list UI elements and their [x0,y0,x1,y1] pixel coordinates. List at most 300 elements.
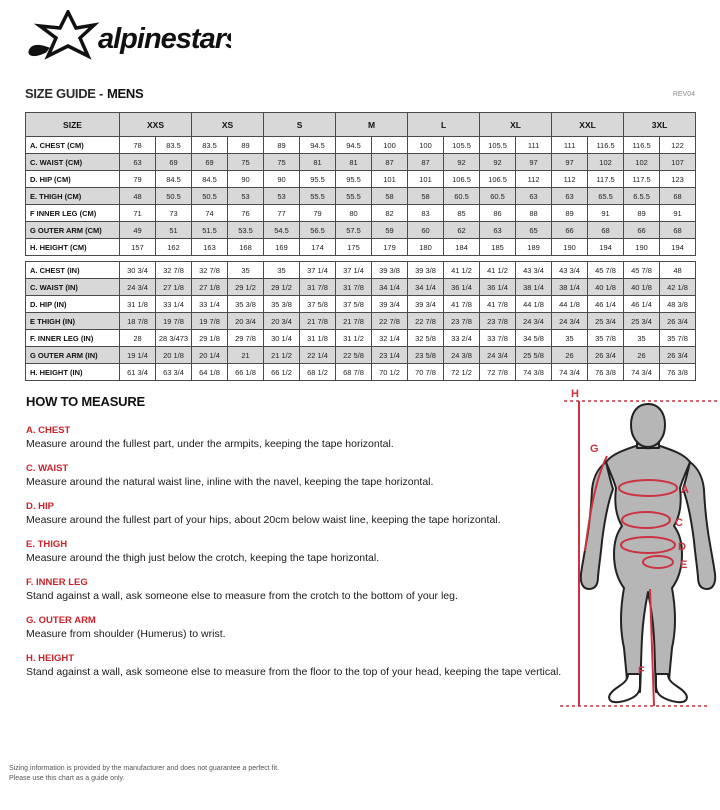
size-value-cell: 66 1/8 [228,364,264,381]
size-value-cell: 46 1/4 [588,296,624,313]
size-value-cell: 74 [192,205,228,222]
size-value-cell: 22 7/8 [372,313,408,330]
size-value-cell: 190 [624,239,660,256]
size-value-cell: 23 5/8 [408,347,444,364]
size-value-cell: 21 7/8 [300,313,336,330]
row-label: G OUTER ARM (IN) [26,347,120,364]
size-value-cell: 100 [372,137,408,154]
size-value-cell: 34 5/8 [516,330,552,347]
size-value-cell: 24 3/4 [480,347,516,364]
size-value-cell: 48 [120,188,156,205]
size-value-cell: 24 3/4 [516,313,552,330]
size-value-cell: 89 [552,205,588,222]
body-silhouette-illustration [552,386,720,716]
size-value-cell: 26 3/4 [588,347,624,364]
size-value-cell: 26 3/4 [660,347,696,364]
size-value-cell: 63 [120,154,156,171]
size-value-cell: 35 [264,262,300,279]
row-label: F. INNER LEG (IN) [26,330,120,347]
size-value-cell: 51 [156,222,192,239]
table-row [26,222,696,239]
table-row [26,279,696,296]
size-value-cell: 22 1/4 [300,347,336,364]
size-value-cell: 23 7/8 [444,313,480,330]
size-value-cell: 107 [660,154,696,171]
size-value-cell: 74 3/4 [552,364,588,381]
size-value-cell: 39 3/8 [372,262,408,279]
size-value-cell: 84.5 [192,171,228,188]
size-value-cell: 80 [336,205,372,222]
size-value-cell: 97 [552,154,588,171]
size-value-cell: 81 [300,154,336,171]
measure-item-label: F. INNER LEG [26,577,88,588]
size-value-cell: 24 3/4 [120,279,156,296]
size-value-cell: 76 3/8 [660,364,696,381]
size-value-cell: 39 3/4 [372,296,408,313]
size-column-xxl: XXL [552,113,624,137]
size-value-cell: 26 [552,347,588,364]
row-label: F INNER LEG (CM) [26,205,120,222]
size-value-cell: 53.5 [228,222,264,239]
revision-label: REV04 [672,91,695,98]
table-row [26,296,696,313]
size-value-cell: 43 3/4 [516,262,552,279]
size-value-cell: 58 [408,188,444,205]
size-header-row [26,113,696,137]
row-label: C. WAIST (IN) [26,279,120,296]
size-column-xl: XL [480,113,552,137]
size-value-cell: 89 [624,205,660,222]
size-value-cell: 100 [408,137,444,154]
size-value-cell: 111 [516,137,552,154]
size-value-cell: 30 3/4 [120,262,156,279]
measure-item-label: C. WAIST [26,463,69,474]
size-value-cell: 105.5 [444,137,480,154]
size-value-cell: 74 3/8 [516,364,552,381]
row-label: A. CHEST (IN) [26,262,120,279]
size-value-cell: 75 [264,154,300,171]
size-value-cell: 50.5 [156,188,192,205]
size-value-cell: 41 7/8 [480,296,516,313]
row-label: G OUTER ARM (CM) [26,222,120,239]
how-to-measure-section [26,394,566,691]
size-value-cell: 40 1/8 [624,279,660,296]
size-table-in [25,261,696,381]
size-value-cell: 27 1/8 [156,279,192,296]
measure-item-g-outer-arm [26,615,566,640]
size-value-cell: 55.5 [336,188,372,205]
size-value-cell: 73 [156,205,192,222]
size-value-cell: 117.5 [588,171,624,188]
size-value-cell: 66 [552,222,588,239]
size-value-cell: 106.5 [444,171,480,188]
size-value-cell: 89 [228,137,264,154]
size-value-cell: 35 7/8 [588,330,624,347]
table-row [26,171,696,188]
size-value-cell: 78 [120,137,156,154]
size-value-cell: 41 1/2 [444,262,480,279]
size-tables [25,112,695,381]
size-value-cell: 45 7/8 [624,262,660,279]
size-value-cell: 95.5 [336,171,372,188]
size-value-cell: 85 [444,205,480,222]
size-value-cell: 86 [480,205,516,222]
size-value-cell: 29 7/8 [228,330,264,347]
size-value-cell: 40 1/8 [588,279,624,296]
row-label: A. CHEST (CM) [26,137,120,154]
size-value-cell: 63 [552,188,588,205]
size-value-cell: 66 [624,222,660,239]
size-value-cell: 32 5/8 [408,330,444,347]
size-value-cell: 32 7/8 [156,262,192,279]
size-value-cell: 185 [480,239,516,256]
size-value-cell: 25 3/4 [588,313,624,330]
page-title [25,86,695,101]
size-value-cell: 31 7/8 [300,279,336,296]
table-row [26,262,696,279]
figure-label-d: D [678,541,686,553]
figure-label-f: F [638,665,645,677]
size-value-cell: 56.5 [300,222,336,239]
size-value-cell: 28 [120,330,156,347]
size-value-cell: 18 7/8 [120,313,156,330]
measure-item-label: E. THIGH [26,539,68,550]
size-value-cell: 83 [408,205,444,222]
size-value-cell: 184 [444,239,480,256]
size-column-3xl: 3XL [624,113,696,137]
measure-item-text: Measure around the thigh just below the crotch, keeping the tape horizontal. [26,552,380,564]
size-value-cell: 72 7/8 [480,364,516,381]
size-value-cell: 97 [516,154,552,171]
size-value-cell: 94.5 [300,137,336,154]
size-value-cell: 63 [516,188,552,205]
size-value-cell: 33 1/4 [192,296,228,313]
size-value-cell: 194 [588,239,624,256]
size-value-cell: 79 [300,205,336,222]
size-value-cell: 31 1/8 [120,296,156,313]
size-value-cell: 29 1/2 [228,279,264,296]
size-value-cell: 112 [516,171,552,188]
size-column-m: M [336,113,408,137]
size-value-cell: 51.5 [192,222,228,239]
size-value-cell: 157 [120,239,156,256]
size-value-cell: 111 [552,137,588,154]
measure-item-text: Measure around the fullest part, under the armpits, keeping the tape horizontal. [26,438,394,450]
size-value-cell: 35 3/8 [228,296,264,313]
disclaimer-line-1: Sizing information is provided by the manufacturer and does not guarantee a perfect fit. [9,765,280,772]
size-value-cell: 37 5/8 [336,296,372,313]
size-value-cell: 81 [336,154,372,171]
size-value-cell: 25 5/8 [516,347,552,364]
size-value-cell: 76 [228,205,264,222]
size-value-cell: 42 1/8 [660,279,696,296]
size-value-cell: 21 [228,347,264,364]
measure-item-text: Measure around the fullest part of your hips, about 20cm below waist line, keeping the tape horizontal. [26,514,501,526]
size-value-cell: 23 7/8 [480,313,516,330]
size-value-cell: 62 [444,222,480,239]
size-value-cell: 57.5 [336,222,372,239]
size-value-cell: 68 7/8 [336,364,372,381]
size-value-cell: 36 1/4 [444,279,480,296]
table-row [26,364,696,381]
row-label: H. HEIGHT (IN) [26,364,120,381]
size-value-cell: 175 [336,239,372,256]
size-value-cell: 50.5 [192,188,228,205]
size-value-cell: 44 1/8 [516,296,552,313]
size-value-cell: 35 3/8 [264,296,300,313]
size-value-cell: 20 3/4 [264,313,300,330]
size-value-cell: 83.5 [192,137,228,154]
size-value-cell: 71 [120,205,156,222]
size-value-cell: 30 1/4 [264,330,300,347]
size-value-cell: 31 1/8 [300,330,336,347]
size-value-cell: 28 3/473 [156,330,192,347]
measure-item-a-chest [26,425,566,450]
size-value-cell: 68 [588,222,624,239]
size-value-cell: 63 [480,222,516,239]
size-value-cell: 49 [120,222,156,239]
size-table-cm [25,112,696,256]
figure-label-e: E [680,559,688,571]
size-value-cell: 179 [372,239,408,256]
size-value-cell: 116.5 [588,137,624,154]
size-value-cell: 105.5 [480,137,516,154]
size-value-cell: 27 1/8 [192,279,228,296]
figure-label-a: A [681,484,689,496]
measure-item-d-hip [26,501,566,526]
size-value-cell: 189 [516,239,552,256]
row-label: E. THIGH (CM) [26,188,120,205]
size-value-cell: 38 1/4 [552,279,588,296]
size-column-xxs: XXS [120,113,192,137]
size-value-cell: 31 7/8 [336,279,372,296]
size-value-cell: 68 [660,222,696,239]
size-value-cell: 190 [552,239,588,256]
size-value-cell: 102 [624,154,660,171]
size-value-cell: 48 [660,262,696,279]
row-label: C. WAIST (CM) [26,154,120,171]
measure-item-text: Stand against a wall, ask someone else to measure from the crotch to the bottom of your leg. [26,590,458,602]
measure-item-text: Measure around the natural waist line, inline with the navel, keeping the tape horizontal. [26,476,434,488]
size-value-cell: 53 [228,188,264,205]
size-value-cell: 68 [660,188,696,205]
title-bar [25,86,695,104]
size-value-cell: 43 3/4 [552,262,588,279]
size-value-cell: 34 1/4 [408,279,444,296]
measure-item-text: Stand against a wall, ask someone else to measure from the floor to the top of your head, keeping the tape vertical. [26,666,562,678]
table-row [26,313,696,330]
size-value-cell: 65.5 [588,188,624,205]
size-value-cell: 39 3/8 [408,262,444,279]
measure-item-label: D. HIP [26,501,54,512]
logo-wordmark: alpinestars [98,23,231,55]
size-value-cell: 194 [660,239,696,256]
size-value-cell: 123 [660,171,696,188]
size-value-cell: 91 [660,205,696,222]
size-column-s: S [264,113,336,137]
size-value-cell: 70 7/8 [408,364,444,381]
size-value-cell: 33 2/4 [444,330,480,347]
size-value-cell: 89 [264,137,300,154]
size-value-cell: 21 1/2 [264,347,300,364]
table-row [26,330,696,347]
measure-item-text: Measure from shoulder (Humerus) to wrist. [26,628,226,640]
size-value-cell: 35 [624,330,660,347]
size-value-cell: 75 [228,154,264,171]
measure-item-e-thigh [26,539,566,564]
table-row [26,205,696,222]
table-row [26,188,696,205]
size-value-cell: 117.5 [624,171,660,188]
size-value-cell: 34 1/4 [372,279,408,296]
table-row [26,154,696,171]
size-value-cell: 23 1/4 [372,347,408,364]
row-label: D. HIP (CM) [26,171,120,188]
size-value-cell: 69 [192,154,228,171]
size-value-cell: 26 3/4 [660,313,696,330]
measure-item-f-inner-leg [26,577,566,602]
row-label: E THIGH (IN) [26,313,120,330]
measure-item-c-waist [26,463,566,488]
table-row [26,239,696,256]
row-label: D. HIP (IN) [26,296,120,313]
size-value-cell: 35 [552,330,588,347]
size-value-cell: 116.5 [624,137,660,154]
alpinestars-logo [26,10,231,65]
measure-item-h-height [26,653,566,678]
size-value-cell: 92 [444,154,480,171]
size-value-cell: 33 1/4 [156,296,192,313]
size-value-cell: 72 1/2 [444,364,480,381]
size-column-l: L [408,113,480,137]
size-value-cell: 26 [624,347,660,364]
size-value-cell: 19 7/8 [192,313,228,330]
size-value-cell: 45 7/8 [588,262,624,279]
size-value-cell: 32 7/8 [192,262,228,279]
figure-label-h: H [571,388,579,400]
size-value-cell: 20 1/8 [156,347,192,364]
size-value-cell: 20 1/4 [192,347,228,364]
figure-label-g: G [590,443,599,455]
size-value-cell: 102 [588,154,624,171]
size-value-cell: 60 [408,222,444,239]
size-value-cell: 91 [588,205,624,222]
size-value-cell: 94.5 [336,137,372,154]
disclaimer-line-2: Please use this chart as a guide only. [9,775,125,782]
size-value-cell: 41 1/2 [480,262,516,279]
size-value-cell: 22 7/8 [408,313,444,330]
measurement-figure [552,386,720,716]
disclaimer [9,764,279,784]
size-value-cell: 74 3/4 [624,364,660,381]
size-value-cell: 44 1/8 [552,296,588,313]
size-value-cell: 70 1/2 [372,364,408,381]
size-value-cell: 24 3/4 [552,313,588,330]
page-title-gender: MENS [107,86,144,101]
measure-items [26,425,566,678]
size-value-cell: 58 [372,188,408,205]
measure-item-label: H. HEIGHT [26,653,75,664]
size-value-cell: 46 1/4 [624,296,660,313]
size-value-cell: 19 1/4 [120,347,156,364]
alpinestars-star-icon [26,10,231,60]
size-value-cell: 79 [120,171,156,188]
size-value-cell: 37 5/8 [300,296,336,313]
measure-item-label: A. CHEST [26,425,71,436]
size-value-cell: 101 [372,171,408,188]
size-value-cell: 29 1/2 [264,279,300,296]
size-value-cell: 36 1/4 [480,279,516,296]
size-value-cell: 162 [156,239,192,256]
size-value-cell: 69 [156,154,192,171]
size-value-cell: 20 3/4 [228,313,264,330]
size-column-xs: XS [192,113,264,137]
size-value-cell: 90 [264,171,300,188]
size-value-cell: 83.5 [156,137,192,154]
size-value-cell: 87 [372,154,408,171]
size-value-cell: 60.5 [444,188,480,205]
table-row [26,137,696,154]
size-value-cell: 65 [516,222,552,239]
size-value-cell: 25 3/4 [624,313,660,330]
size-value-cell: 19 7/8 [156,313,192,330]
size-value-cell: 112 [552,171,588,188]
size-value-cell: 168 [228,239,264,256]
size-value-cell: 122 [660,137,696,154]
size-value-cell: 33 7/8 [480,330,516,347]
size-value-cell: 92 [480,154,516,171]
size-value-cell: 90 [228,171,264,188]
figure-label-c: C [675,517,683,529]
size-value-cell: 64 1/8 [192,364,228,381]
row-label: H. HEIGHT (CM) [26,239,120,256]
size-value-cell: 60.5 [480,188,516,205]
size-value-cell: 39 3/4 [408,296,444,313]
size-value-cell: 21 7/8 [336,313,372,330]
size-value-cell: 76 3/8 [588,364,624,381]
how-to-measure-heading: HOW TO MEASURE [26,394,146,409]
size-value-cell: 32 1/4 [372,330,408,347]
size-value-cell: 37 1/4 [336,262,372,279]
size-value-cell: 61 3/4 [120,364,156,381]
size-value-cell: 68 1/2 [300,364,336,381]
size-value-cell: 174 [300,239,336,256]
size-value-cell: 169 [264,239,300,256]
size-value-cell: 84.5 [156,171,192,188]
size-value-cell: 101 [408,171,444,188]
size-value-cell: 95.5 [300,171,336,188]
page-title-prefix: SIZE GUIDE - [25,86,104,101]
size-value-cell: 82 [372,205,408,222]
size-value-cell: 53 [264,188,300,205]
table-row [26,347,696,364]
size-value-cell: 163 [192,239,228,256]
measure-item-label: G. OUTER ARM [26,615,96,626]
size-value-cell: 24 3/8 [444,347,480,364]
size-value-cell: 77 [264,205,300,222]
size-value-cell: 31 1/2 [336,330,372,347]
size-value-cell: 88 [516,205,552,222]
size-value-cell: 54.5 [264,222,300,239]
size-value-cell: 37 1/4 [300,262,336,279]
size-value-cell: 38 1/4 [516,279,552,296]
size-value-cell: 106.5 [480,171,516,188]
size-column-header: SIZE [26,113,120,137]
size-value-cell: 48 3/8 [660,296,696,313]
size-value-cell: 63 3/4 [156,364,192,381]
size-value-cell: 180 [408,239,444,256]
size-value-cell: 66 1/2 [264,364,300,381]
